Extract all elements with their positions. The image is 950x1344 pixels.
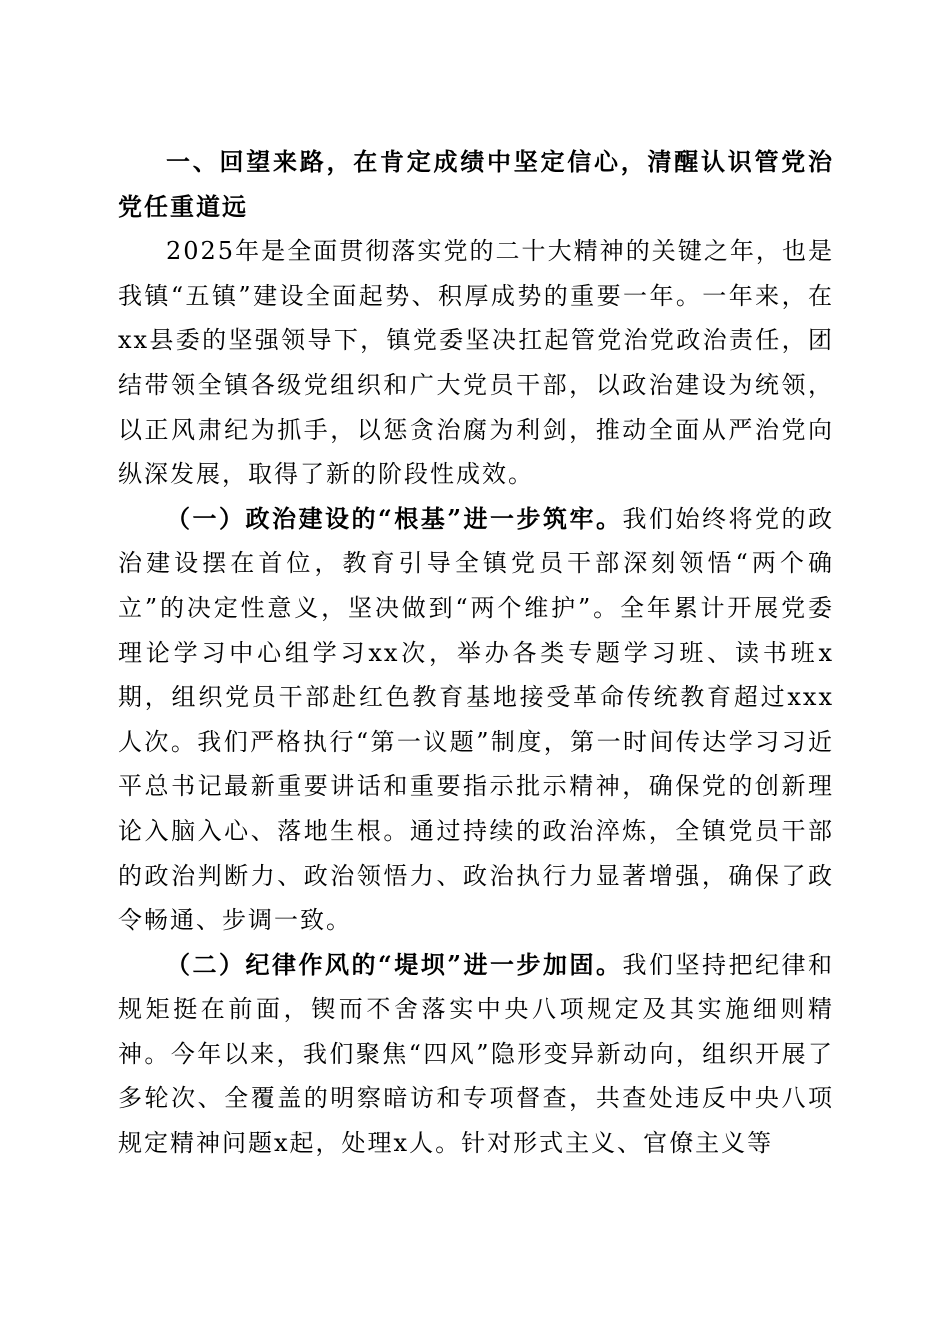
subsection-1-body: 我们始终将党的政治建设摆在首位，教育引导全镇党员干部深刻领悟“两个确立”的决定性意义，坚决做到“两个维护”。全年累计开展党委理论学习中心组学习xx次，举办各类专题学习班、读书班x期，组织党员干部赴红色教育基地接受革命传统教育超过xxx人次。我们严格执行“第一议题”制度，第一时间传达学习习近平总书记最新重要讲话和重要指示批示精神，确保党的创新理论入脑入心、落地生根。通过持续的政治淬炼，全镇党员干部的政治判断力、政治领悟力、政治执行力显著增强，确保了政令畅通、步调一致。	[118, 504, 835, 935]
subsection-2-title: （二）纪律作风的“堤坝”进一步加固。	[166, 949, 623, 979]
subsection-2-body: 我们坚持把纪律和规矩挺在前面，锲而不舍落实中央八项规定及其实施细则精神。今年以来，我们聚焦“四风”隐形变异新动向，组织开展了多轮次、全覆盖的明察暗访和专项督查，共查处违反中央八项规定精神问题x起，处理x人。针对形式主义、官僚主义等	[118, 950, 835, 1158]
subsection-1-paragraph	[118, 497, 834, 943]
document-body	[118, 140, 834, 1166]
subsection-1-title: （一）政治建设的“根基”进一步筑牢。	[166, 503, 623, 533]
subsection-2-paragraph	[118, 943, 834, 1166]
section-heading: 一、回望来路，在肯定成绩中坚定信心，清醒认识管党治党任重道远	[118, 148, 834, 221]
intro-paragraph: 2025年是全面贯彻落实党的二十大精神的关键之年，也是我镇“五镇”建设全面起势、积厚成势的重要一年。一年来，在xx县委的坚强领导下，镇党委坚决扛起管党治党政治责任，团结带领全镇各级党组织和广大党员干部，以政治建设为统领，以正风肃纪为抓手，以惩贪治腐为利剑，推动全面从严治党向纵深发展，取得了新的阶段性成效。	[118, 237, 834, 489]
